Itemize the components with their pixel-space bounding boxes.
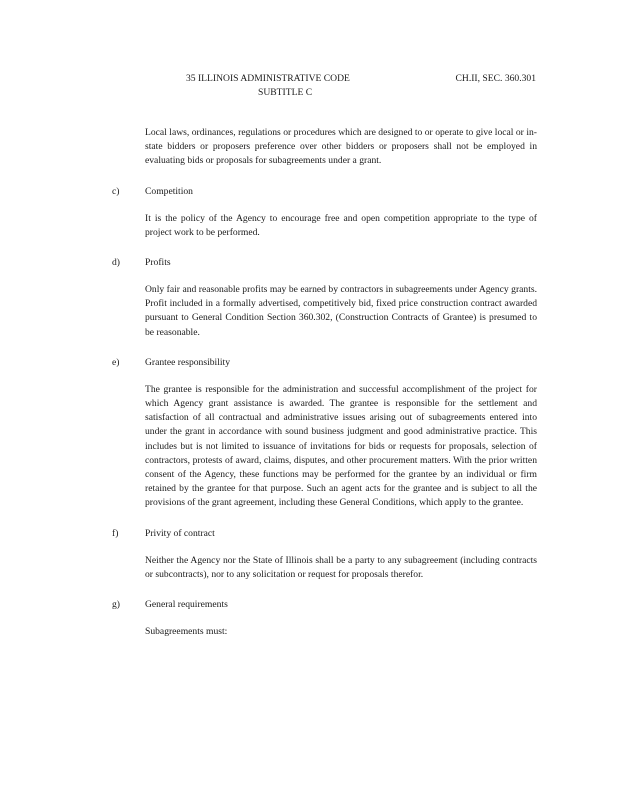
section-heading (0, 185, 618, 199)
section-body: Neither the Agency nor the State of Illinois shall be a party to any subagreement (including contracts or subcontracts), nor to any solicitation or request for proposals therefor. (145, 554, 537, 580)
section-profits (0, 256, 618, 340)
header-code-title: 35 ILLINOIS ADMINISTRATIVE CODE (186, 73, 350, 84)
section-letter: f) (112, 527, 119, 539)
header-subtitle: SUBTITLE C (258, 87, 313, 99)
section-title: Privity of contract (145, 527, 215, 539)
section-heading (0, 527, 618, 541)
section-title: General requirements (145, 599, 228, 611)
section-competition (0, 185, 618, 240)
section-heading (0, 598, 618, 612)
page-header (186, 72, 536, 100)
section-privity-of-contract (0, 527, 618, 582)
section-grantee-responsibility (0, 356, 618, 511)
section-letter: c) (112, 185, 120, 197)
header-section-ref: CH.II, SEC. 360.301 (455, 73, 536, 84)
section-general-requirements (0, 598, 618, 639)
document-body (0, 126, 618, 639)
section-body: It is the policy of the Agency to encourage free and open competition appropriate to the type of project work to be performed. (145, 212, 537, 238)
header-row (186, 72, 536, 86)
section-body: The grantee is responsible for the administration and successful accomplishment of the project for which Agency grant assistance is awarded. The grantee is responsible for the settlement and satisfaction of all contractual and administrative issues arising out of subagreements entered into under the grant in accordance with sound business judgment and good administrative practice. This includes but is not limited to issuance of invitations for bids or requests for proposals, selection of contractors, protests of award, claims, disputes, and other procurement matters. With the prior written consent of the Agency, these functions may be performed for the grantee by an individual or firm retained by the grantee for that purpose. Such an agent acts for the grantee and is subject to all the provisions of the grant agreement, including these General Conditions, which apply to the grantee. (145, 383, 537, 509)
section-heading (0, 356, 618, 370)
section-title: Grantee responsibility (145, 356, 230, 368)
section-letter: d) (112, 257, 120, 269)
section-letter: g) (112, 599, 120, 611)
section-body: Subagreements must: (145, 626, 228, 638)
section-heading (0, 256, 618, 270)
section-title: Profits (145, 257, 171, 269)
intro-paragraph: Local laws, ordinances, regulations or procedures which are designed to or operate to give local or in-state bidders or proposers preference over other bidders or proposers shall not be employed in evaluating bids or proposals for subagreements under a grant. (145, 127, 537, 167)
section-letter: e) (112, 356, 120, 368)
section-title: Competition (145, 185, 193, 197)
section-body: Only fair and reasonable profits may be earned by contractors in subagreements under Agency grants. Profit included in a formally advertised, competitively bid, fixed price construction contract awarded pursuant to General Condition Section 360.302, (Construction Contracts of Grantee) is presumed to be reasonable. (145, 284, 537, 338)
